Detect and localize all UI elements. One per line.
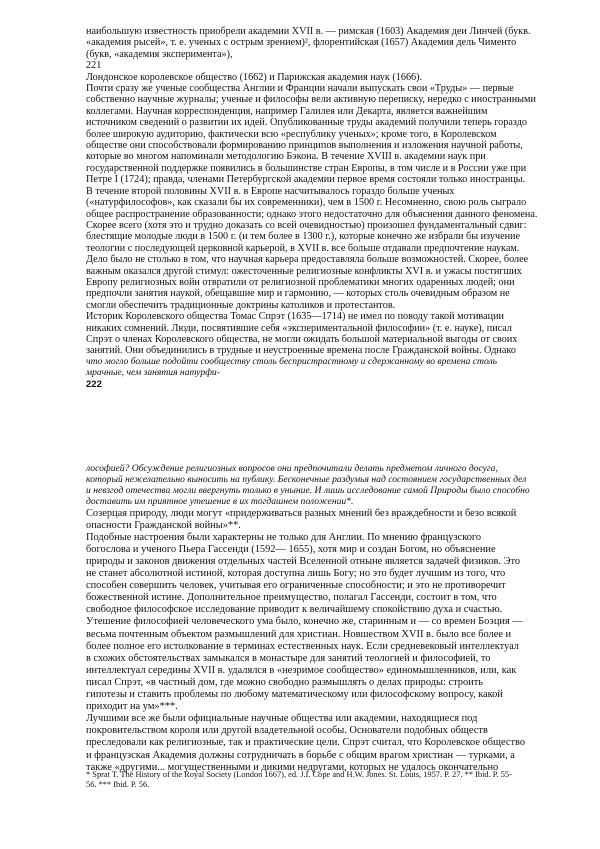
page-221-section [86,26,556,390]
text-line: В течение второй половины XVII в. в Европе насчитывалось гораздо больше ученых [86,185,455,197]
text-line: Европу религиозных войн отвратили от религиозной проблематики многих одаренных людей; они [86,276,515,288]
text-line: предпочли занятия наукой, обещавшие мир и гармонию, — которых столь очевидным образом не [86,288,510,300]
page-222-section [86,464,556,774]
text-line: интеллектуал середины XVII в. удалялся в «незримое сообщество» единомышленников, или, как [86,664,517,676]
text-line: Спрэт о членах Королевского общества, не могли ожидать большой материальной выгоды от своих [86,333,518,345]
page-number: 221 [86,60,102,72]
text-line: Петре I (1724); правда, членами Петербургской академии первое время состояли только иностранцы. [86,174,526,186]
text-line: («натурфилософов», как сказали бы их современники), чем в 1500 г. Несомненно, свою роль сыграло [86,197,527,209]
text-line: свободное философское исследование приводит к величайшему спокойствию духа и счастью. [86,604,503,616]
text-line: не станет абсолютной истиной, которая доступна лишь Богу; но это будет лучшим из того, что [86,568,506,580]
text-line: в схожих обстоятельствах замыкался в монастыре для занятий теологией и философией, то [86,652,491,664]
text-line: коллегами. Научная корреспонденция, например Галилея или Декарта, является важнейшим [86,105,488,117]
text-line: преследовали как религиозные, так и практические цели. Спрэт считал, что Королевское общество [86,737,526,749]
text-line: богослова и ученого Пьера Гассенди (1592— 1655), хотя мир и создан Богом, но объяснение [86,543,496,555]
footnotes [86,770,556,790]
text-line: писал Спрэт, «в частный дом, где можно свободно размышлять о делах природы: строить [86,676,484,688]
text-line: собственно научные журналы; ученые и философы вели активную переписку, нередко с иностранными [86,94,536,106]
text-line: более полное его истолкование в терминах естественных наук. Если средневековый интеллектуал [86,640,519,652]
text-line: Лучшими все же были официальные научные общества или академии, находящиеся под [86,713,478,725]
text-line: наибольшую известность приобрели академии XVII в. — римская (1603) Академия деи Линчей (букв. [86,26,531,37]
page-number: 222 [86,378,102,390]
text-line: и французская Академия должны сотрудничать в борьбе с общим врагом христиан — турками, а [86,749,515,761]
text-line: Скорее всего (хотя это и трудно доказать со всей очевидностью) произошел фундаментальный сдвиг: [86,219,527,231]
quote-line: что могло больше подойти сообществу столь беспристрастному и сдержанному во времена столь [86,355,498,367]
text-line: блестящие молодые люди в 1500 г. (и тем более в 1300 г.), которые конечно же избрали бы изучение [86,231,521,243]
quote-line: доставить им приятное утешение в их тогдашнем положении*. [86,495,354,507]
text-line: опасности Гражданской войны»**. [86,519,241,531]
quote-line: лософией? Обсуждение религиозных вопросов они предпочитали делать предметом личного досуга, [86,463,498,474]
text-line: Историк Королевского общества Томас Спрэт (1635—1714) не имел по поводу такой мотивации [86,311,504,323]
text-line: которые во многом напоминали методологию Бэкона. В течение XVIII в. академии наук при [86,151,486,163]
text-line: занятий. Они объединились в трудные и неустроенные времена после Гражданской войны. Однако [86,345,516,357]
text-line: способен совершить человек, учитывая его ограниченные способности; и это не противоречит [86,580,506,592]
text-line: Лондонское королевское общество (1662) и Парижская академия наук (1666). [86,71,423,83]
text-line: покровительством короля или другой владетельной особы. Основатели подобных обществ [86,725,488,737]
text-line: смогли обеспечить традиционные доктрины католиков и протестантов. [86,299,396,311]
text-line: «академия рысей», т. е. ученых с острым зрением)², флорентийская (1657) Академия дель Чименто [86,37,517,49]
text-line: (букв, «академия эксперимента»), [86,48,233,60]
text-line: также «другими... могущественными и дикими недругами, которых не удалось окончательно [86,761,499,773]
text-line: обществе они способствовали формированию принципов выполнения и изложения научной работы, [86,140,523,152]
text-line: природы и законов движения отдельных частей Вселенной отныне является задачей физиков. Это [86,556,521,567]
text-line: Подобные настроения были характерны не только для Англии. По мнению французского [86,531,482,543]
text-line: никаких сомнений. Люди, посвятившие себя «экспериментальной философии» (т. е. науке), писал [86,322,512,334]
text-line: гипотезы и ставить проблемы по любому математическому или философскому вопросу, какой [86,689,503,701]
text-line: общее распространение образованности; однако этого недостаточно для объяснения данного феномена. [86,208,538,220]
footnote-line: * Sprat T. The History of the Royal Society (London 1667), ed. J.I. Cope and H.W. Jones. St. Louis, 1957. P. 27. ** Ibid. P. 55- [86,770,512,779]
text-line: Созерцая природу, люди могут «придерживаться разных мнений без враждебности и безо всякой [86,507,517,519]
text-line: приходит на ум»***. [86,701,178,713]
text-line: теологии с последующей церковной карьерой, в XVII в. все больше отдавали предпочтение наукам. [86,242,520,254]
quote-line: и невзгод отечества могли ввергнуть только в уныние. И лишь исследование самой Природы было способно [86,484,530,496]
text-line: божественной истине. Дополнительное преимущество, полагал Гассенди, состоит в том, что [86,592,497,604]
text-line: важным оказался другой стимул: ожесточенные религиозные конфликты XVI в. и ужасы постигших [86,265,522,277]
footnote-line: 56. *** Ibid. P. 56. [86,779,150,789]
text-line: Утешение философией человеческого ума было, конечно же, старинным и — со времен Боэция — [86,616,523,628]
quote-line: который нежелательно выносить на публику. Бесконечные раздумья над состоянием государственных дел [86,473,527,485]
text-line: источником сведений о развитии их идей. Опубликованные труды академий получили теперь гораздо [86,117,527,129]
text-line: государственной поддержке появились в большинстве стран Европы, в том числе и в России уже при [86,162,527,174]
quote-line: мрачные, чем занятия натурфи- [86,366,220,378]
text-line: Почти сразу же ученые сообщества Англии и Франции начали выпускать свои «Труды» — первые [86,83,514,95]
text-line: более широкую аудиторию, фактически всю «республику ученых»; кроме того, в Королевском [86,128,497,140]
text-line: весьма почтенным объектом размышлений для христиан. Новшеством XVII в. было все более и [86,628,512,640]
text-line: Дело было не столько в том, что научная карьера предоставляла больше возможностей. Скорее, более [86,254,529,266]
